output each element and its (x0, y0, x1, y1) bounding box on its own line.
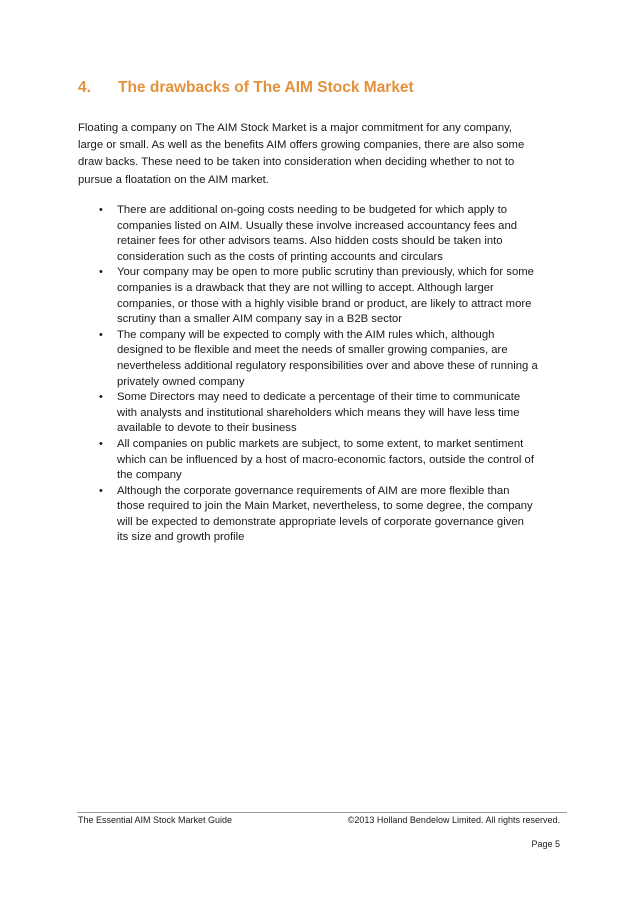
footer-guide-title: The Essential AIM Stock Market Guide (78, 815, 233, 825)
list-item (78, 265, 570, 327)
list-item-line: retainer fees for other advisors teams. Also hidden costs should be taken into (117, 235, 503, 248)
intro-line: Floating a company on The AIM Stock Market is a major commitment for any company, (78, 122, 513, 134)
bullet-icon: • (99, 391, 103, 404)
list-item-line: Your company may be open to more public scrutiny than previously, which for some (117, 266, 534, 279)
list-item-line: consideration such as the costs of printing accounts and circulars (117, 250, 443, 263)
bullet-icon: • (99, 266, 103, 279)
intro-line: large or small. As well as the benefits AIM offers growing companies, there are also some (78, 139, 525, 152)
section-heading (78, 79, 578, 97)
bullet-icon: • (99, 484, 103, 497)
bullet-icon: • (99, 437, 103, 450)
list-item-line: companies listed on AIM. Usually these involve increased accountancy fees and (117, 219, 518, 232)
intro-line: draw backs. These need to be taken into consideration when deciding whether to not to (78, 156, 515, 169)
list-item (78, 437, 570, 484)
list-item (78, 203, 570, 265)
footer-divider (77, 812, 567, 813)
bullet-icon: • (99, 204, 103, 216)
list-item-line: nevertheless additional regulatory responsibilities over and above these of running a (117, 359, 538, 372)
footer-copyright: ©2013 Holland Bendelow Limited. All rights reserved. (347, 815, 560, 825)
list-item-line: available to devote to their business (117, 422, 297, 435)
list-item-line: scrutiny than a smaller AIM company say in a B2B sector (117, 313, 403, 326)
list-item-line: with analysts and institutional shareholders which means they will have less time (117, 406, 520, 419)
intro-paragraph (78, 120, 570, 189)
list-item (78, 328, 570, 390)
list-item-line: which can be influenced by a host of macro-economic factors, outside the control of (117, 453, 534, 466)
bullet-icon: • (99, 328, 103, 341)
list-item-line: will be expected to demonstrate appropriate levels of corporate governance given (117, 515, 524, 528)
list-item-line: There are additional on-going costs needing to be budgeted for which apply to (117, 204, 508, 216)
list-item-line: companies is a drawback that they are not willing to accept. Although larger (117, 281, 494, 294)
section-title: The drawbacks of The AIM Stock Market (118, 79, 414, 96)
list-item-line: Some Directors may need to dedicate a percentage of their time to communicate (117, 391, 521, 404)
intro-line: pursue a floatation on the AIM market. (78, 173, 269, 186)
list-item-line: those required to join the Main Market, nevertheless, to some degree, the company (117, 500, 533, 513)
drawbacks-list (78, 203, 570, 546)
list-item-line: its size and growth profile (117, 531, 245, 544)
list-item (78, 390, 570, 437)
list-item-line: All companies on public markets are subject, to some extent, to market sentiment (117, 437, 524, 450)
list-item (78, 484, 570, 546)
page-number: Page 5 (531, 839, 560, 849)
list-item-line: companies, or those with a highly visible brand or product, are likely to attract more (117, 297, 532, 310)
section-number: 4. (78, 79, 91, 96)
list-item-line: the company (117, 469, 182, 482)
list-item-line: The company will be expected to comply with the AIM rules which, although (117, 328, 495, 341)
list-item-line: designed to be flexible and meet the needs of smaller growing companies, are (117, 344, 508, 357)
list-item-line: Although the corporate governance requirements of AIM are more flexible than (117, 484, 510, 497)
list-item-line: privately owned company (117, 375, 245, 388)
